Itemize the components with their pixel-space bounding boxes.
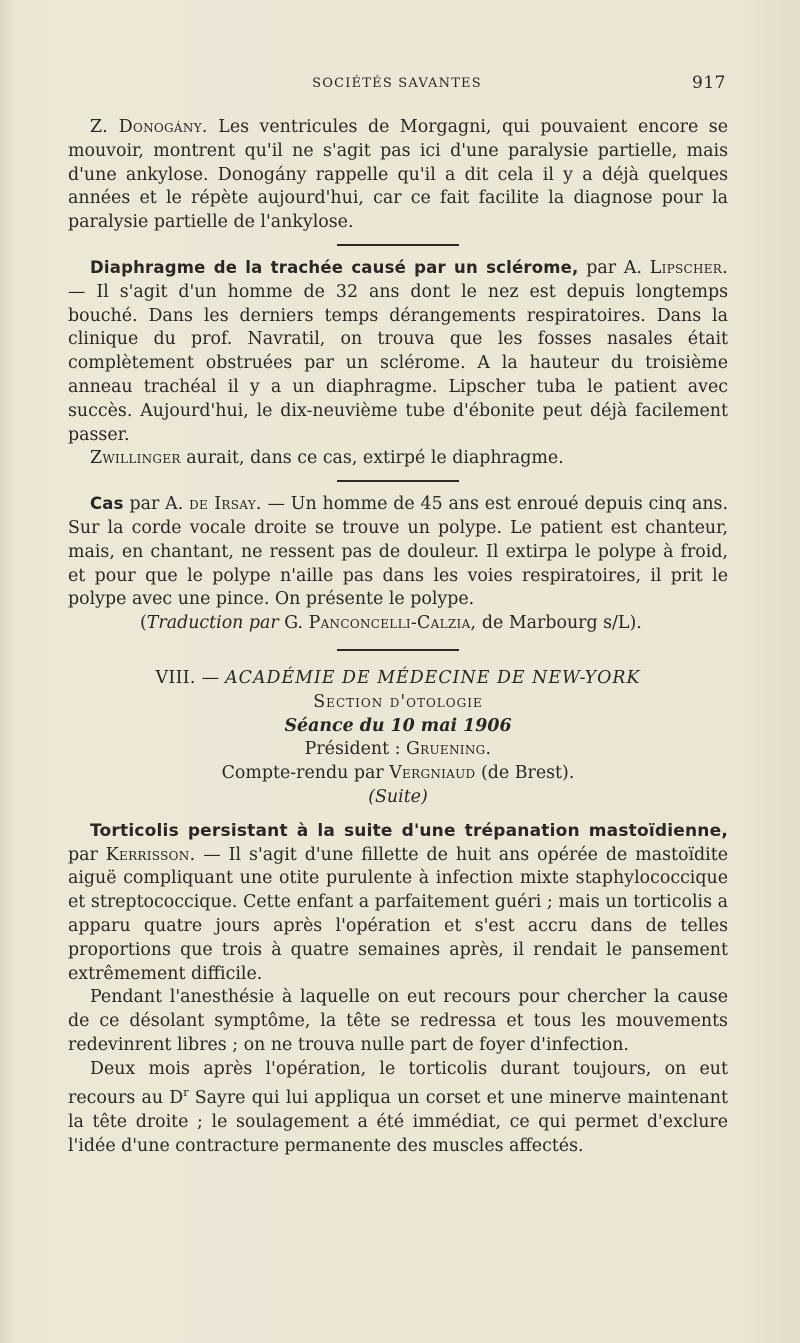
translation-note: (Traduction par G. Panconcelli-Calzia, de Marbourg s/L). bbox=[140, 613, 642, 634]
byline-prefix: par A. bbox=[578, 257, 650, 278]
section-divider bbox=[337, 244, 459, 246]
byline-prefix: par bbox=[68, 844, 106, 865]
paragraph-text: Les ventricules de Morgagni, qui pouvaient encore se mouvoir, montrent qu'il ne s'agit pas ici d'une paralysie partielle, mais d'une ankylose. Donogány rappelle qu'il a dit cela il y a déjà quelques années et le répète aujourd'hui, car ce fait facilite la diagnose pour la paralysie partielle de l'ankylose. bbox=[68, 117, 728, 233]
paragraph-kerrisson bbox=[68, 820, 728, 987]
running-head bbox=[68, 74, 726, 96]
report-line: Compte-rendu par Vergniaud (de Brest). bbox=[221, 763, 575, 784]
paragraph-text: — Il s'agit d'un homme de 32 ans dont le nez est depuis longtemps bouché. Dans les derniers temps dérangements respiratoires. Dans la clinique du prof. Navratil, on trouva que les fosses nasales était complètement obstruées par un sclérome. A la hauteur du troisième anneau trachéal il y a un diaphragme. Lipscher tuba le patient avec succès. Aujourd'hui, le dix-neuvième tube d'ébonite peut déjà facilement passer. bbox=[68, 281, 728, 445]
section-title bbox=[68, 667, 728, 691]
paragraph-irsay bbox=[68, 492, 728, 636]
paragraph-text: — Il s'agit d'une fillette de huit ans opérée de mastoïdite aiguë compliquant une otite purulente à infection mixte staphylococcique et streptococcique. Cette enfant a parfaitement guéri ; mais un torticolis a apparu quatre jours après l'opération et s'est accru dans de telles proportions que trois à quatre semaines après, il rendait le pansement extrêmement difficile. bbox=[68, 844, 728, 984]
paragraph-anesthesie: Pendant l'anesthésie à laquelle on eut recours pour chercher la cause de ce désolant symptôme, la tête se redressa et tous les mouvements redevinrent libres ; on ne trouva nulle part de foyer d'infection. bbox=[68, 987, 728, 1055]
author-name: Zwillinger bbox=[90, 448, 181, 469]
section-divider bbox=[337, 480, 459, 482]
translator-name: Panconcelli-Calzia, bbox=[308, 613, 477, 634]
translation-label: Traduction par bbox=[146, 613, 279, 634]
author-name: Lipscher. bbox=[649, 257, 728, 278]
author-name: Z. Donogány. bbox=[90, 117, 208, 137]
paragraph-lipscher bbox=[68, 256, 728, 447]
byline-prefix: par A. bbox=[123, 494, 190, 515]
paragraph-text: aurait, dans ce cas, extirpé le diaphragme. bbox=[180, 448, 564, 469]
reporter-name: Vergniaud bbox=[389, 763, 476, 784]
page-number: 917 bbox=[692, 73, 726, 93]
subsection-title: Section d'otologie bbox=[313, 691, 483, 712]
page-body bbox=[68, 116, 728, 1159]
president-name: Gruening. bbox=[405, 739, 492, 760]
president-line: Président : Gruening. bbox=[304, 739, 492, 760]
report-heading: Diaphragme de la trachée causé par un sclérome, bbox=[90, 257, 579, 277]
running-head-title: SOCIÉTÉS SAVANTES bbox=[312, 76, 482, 91]
session-date: Séance du 10 mai 1906 bbox=[284, 715, 512, 736]
section-divider bbox=[337, 649, 459, 651]
section-number: VIII. — bbox=[155, 667, 226, 688]
superscript: r bbox=[183, 1086, 189, 1100]
paragraph-donogany bbox=[68, 116, 728, 235]
author-name: de Irsay. bbox=[189, 494, 262, 515]
continued-note: (Suite) bbox=[368, 786, 428, 807]
paragraph-zwillinger bbox=[68, 447, 728, 471]
section-name: ACADÉMIE DE MÉDECINE DE NEW-YORK bbox=[225, 667, 641, 688]
paragraph-text: — Un homme de 45 ans est enroué depuis cinq ans. Sur la corde vocale droite se trouve un polype. Le patient est chanteur, mais, en chantant, ne ressent pas de douleur. Il extirpa le polype à froid, et pour que le polype n'aille pas dans les voies respiratoires, il prit le polype avec une pince. On présente le polype. bbox=[68, 494, 728, 610]
report-heading: Torticolis persistant à la suite d'une trépanation mastoïdienne, bbox=[90, 820, 728, 841]
report-heading: Cas bbox=[90, 494, 124, 514]
author-name: Kerrisson. bbox=[105, 844, 196, 865]
paragraph-sayre: Deux mois après l'opération, le torticolis durant toujours, on eut recours au $D^r$ Sayre qui lui appliqua un corset et une minerve maintenant la tête droite ; le soulagement a été immédiat, ce qui permet d'exclure l'idée d'une contracture permanente des muscles affectés. bbox=[68, 1058, 729, 1156]
